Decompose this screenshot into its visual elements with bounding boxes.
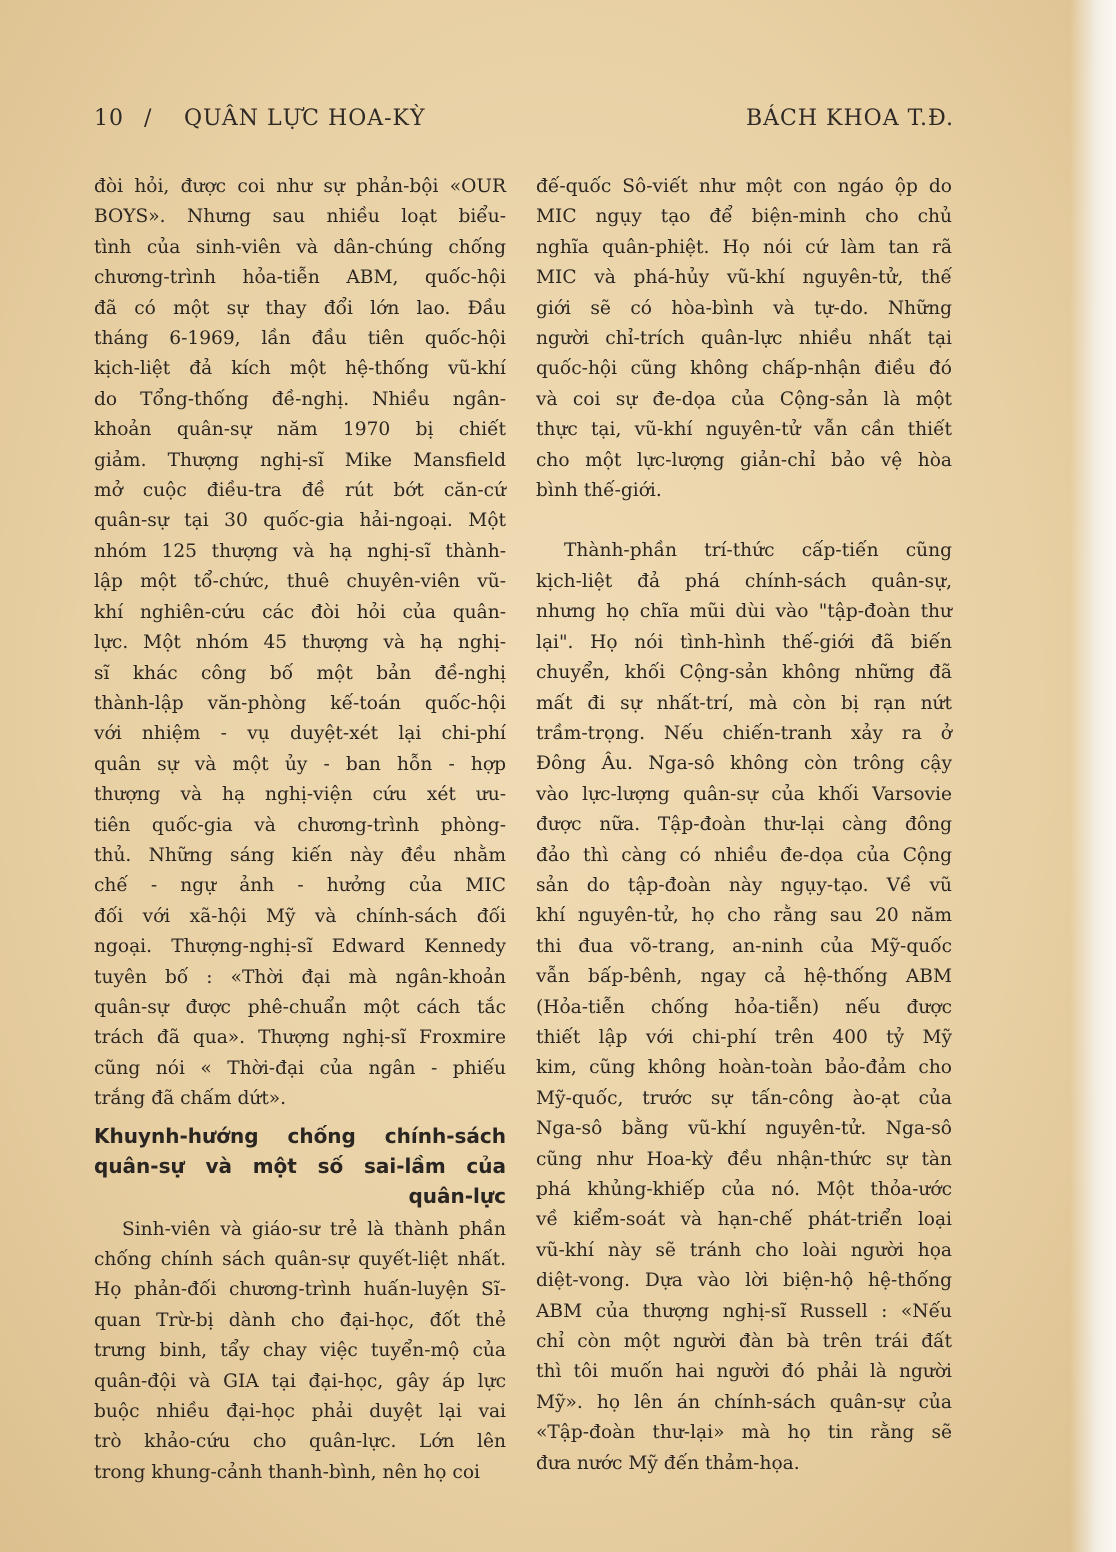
- text-line: tuyên bố : «Thời đại mà ngân-khoản: [94, 966, 506, 988]
- text-line: BOYS». Nhưng sau nhiều loạt biểu-: [94, 206, 506, 228]
- text-line: ABM của thượng nghị-sĩ Russell : «Nếu: [536, 1300, 952, 1322]
- paragraph-gap: [536, 506, 952, 536]
- text-line: tiên quốc-gia và chương-trình phòng-: [94, 814, 506, 836]
- text-line: Sinh-viên và giáo-sư trẻ là thành phần: [122, 1218, 506, 1240]
- text-line: thực tại, vũ-khí nguyên-tử vẫn cần thiết: [536, 419, 952, 441]
- text-line: trưng binh, tẩy chay việc tuyển-mộ của: [94, 1340, 506, 1362]
- text-line: do Tổng-thống đề-nghị. Nhiều ngân-: [94, 388, 506, 410]
- text-line: vào lực-lượng quân-sự của khối Varsovie: [536, 783, 952, 805]
- text-line: ngoại. Thượng-nghị-sĩ Edward Kennedy: [94, 936, 506, 958]
- text-line: giới sẽ có hòa-bình và tự-do. Những: [536, 297, 952, 319]
- text-line: trắng đã chấm dứt».: [94, 1088, 287, 1110]
- text-line: lực. Một nhóm 45 thượng và hạ nghị-: [94, 632, 506, 654]
- text-line: giảm. Thượng nghị-sĩ Mike Mansfield: [94, 449, 506, 471]
- text-line: quân sự và một ủy - ban hỗn - hợp: [94, 753, 506, 775]
- text-line: được nữa. Tập-đoàn thư-lại càng đông: [536, 814, 952, 836]
- heading-line: Khuynh-hướng chống chính-sách: [94, 1123, 506, 1148]
- text-line: buộc nhiều đại-học phải duyệt lại vai: [94, 1401, 506, 1423]
- text-line: quân-đội và GIA tại đại-học, gây áp lực: [94, 1370, 506, 1392]
- running-title: QUÂN LỰC HOA-KỲ: [184, 106, 426, 131]
- text-line: bình thế-giới.: [536, 480, 662, 502]
- text-line: kịch-liệt đả kích một hệ-thống vũ-khí: [94, 358, 506, 380]
- right-paragraph-2: [536, 536, 952, 1479]
- text-line: nhưng họ chĩa mũi dùi vào "tập-đoàn thư: [536, 601, 952, 623]
- text-line: chế - ngự ảnh - hưởng của MIC: [94, 875, 506, 897]
- text-line: cũng như Hoa-kỳ đều nhận-thức sự tàn: [536, 1148, 952, 1170]
- text-line: tình của sinh-viên và dân-chúng chống: [94, 236, 506, 258]
- text-line: đối với xã-hội Mỹ và chính-sách đối: [94, 905, 506, 927]
- text-line: quốc-hội cũng không chấp-nhận điều đó: [536, 358, 952, 380]
- text-line: thi đua võ-trang, an-ninh của Mỹ-quốc: [536, 935, 952, 957]
- text-line: cho một lực-lượng giản-chỉ bảo vệ hòa: [536, 449, 952, 471]
- text-line: phá khủng-khiếp của nó. Một thỏa-ước: [536, 1179, 952, 1200]
- text-line: sản do tập-đoàn này ngụy-tạo. Về vũ: [536, 874, 952, 896]
- text-line: đảo thì càng có nhiều đe-dọa của Cộng: [536, 844, 952, 866]
- text-line: về kiểm-soát và hạn-chế phát-triển loại: [536, 1209, 952, 1231]
- text-line: đưa nước Mỹ đến thảm-họa.: [536, 1452, 800, 1474]
- text-line: thượng và hạ nghị-viện cứu xét ưu-: [94, 784, 506, 806]
- text-line: thủ. Những sáng kiến này đều nhằm: [94, 844, 506, 866]
- text-line: «Tập-đoàn thư-lại» mà họ tin rằng sẽ: [536, 1422, 952, 1444]
- running-header: [94, 106, 954, 138]
- text-line: chuyển, khối Cộng-sản không những đã: [536, 662, 952, 684]
- text-line: khí nguyên-tử, họ cho rằng sau 20 năm: [536, 905, 952, 927]
- section-heading: [94, 1121, 506, 1211]
- text-line: tháng 6-1969, lần đầu tiên quốc-hội: [94, 328, 506, 350]
- text-line: Nga-sô bằng vũ-khí nguyên-tử. Nga-sô: [536, 1118, 952, 1140]
- text-line: thì tôi muốn hai người đó phải là người: [536, 1361, 952, 1383]
- heading-line: quân-lực: [408, 1183, 506, 1208]
- right-paragraph-1: [536, 172, 952, 506]
- text-line: (Hỏa-tiễn chống hỏa-tiễn) nếu được: [536, 996, 952, 1018]
- text-line: chương-trình hỏa-tiễn ABM, quốc-hội: [94, 267, 506, 289]
- left-paragraph-1: [94, 172, 506, 1115]
- text-line: kịch-liệt đả phá chính-sách quân-sự,: [536, 570, 952, 592]
- text-line: khí nghiên-cứu các đòi hỏi của quân-: [94, 601, 506, 623]
- heading-line: quân-sự và một số sai-lầm của: [94, 1153, 506, 1178]
- text-line: mở cuộc điều-tra đề rút bớt căn-cứ: [94, 480, 506, 502]
- text-line: mất đi sự nhất-trí, mà còn bị rạn nứt: [536, 692, 952, 714]
- text-line: MIC và phá-hủy vũ-khí nguyên-tử, thế: [536, 267, 952, 289]
- publication-name: BÁCH KHOA T.Đ.: [745, 106, 954, 131]
- text-line: MIC ngụy tạo để biện-minh cho chủ: [536, 206, 952, 228]
- text-line: trong khung-cảnh thanh-bình, nên họ coi: [94, 1461, 480, 1483]
- text-line: vẫn bấp-bênh, ngay cả hệ-thống ABM: [536, 966, 952, 988]
- text-line: quan Trừ-bị dành cho đại-học, đốt thẻ: [94, 1309, 506, 1331]
- text-line: thiết lập với chi-phí trên 400 tỷ Mỹ: [536, 1026, 952, 1048]
- text-line: Thành-phần trí-thức cấp-tiến cũng: [564, 540, 952, 562]
- text-line: thành-lập văn-phòng kế-toán quốc-hội: [94, 692, 506, 714]
- text-line: nghĩa quân-phiệt. Họ nói cứ làm tan rã: [536, 236, 952, 258]
- text-line: Mỹ». họ lên án chính-sách quân-sự của: [536, 1391, 952, 1413]
- right-column: [536, 172, 952, 1479]
- left-paragraph-2: [94, 1215, 506, 1489]
- text-line: trò khảo-cứu cho quân-lực. Lớn lên: [94, 1431, 506, 1453]
- text-line: người chỉ-trích quân-lực nhiều nhất tại: [536, 328, 952, 350]
- text-line: và coi sự đe-dọa của Cộng-sản là một: [536, 388, 952, 410]
- text-line: lại". Họ nói tình-hình thế-giới đã biến: [536, 631, 952, 653]
- text-line: Đông Âu. Nga-sô không còn trông cậy: [536, 753, 952, 775]
- page-edge: [1070, 0, 1116, 1552]
- text-line: với nhiệm - vụ duyệt-xét lại chi-phí: [94, 723, 506, 745]
- text-line: trầm-trọng. Nếu chiến-tranh xảy ra ở: [536, 722, 952, 744]
- text-line: trách đã qua». Thượng nghị-sĩ Froxmire: [94, 1027, 506, 1049]
- page-number: 10: [94, 106, 124, 131]
- text-line: chỉ còn một người đàn bà trên trái đất: [536, 1331, 952, 1353]
- text-line: quân-sự được phê-chuẩn một cách tắc: [94, 996, 506, 1018]
- text-line: kim, cũng không hoàn-toàn bảo-đảm cho: [536, 1057, 952, 1079]
- text-line: quân-sự tại 30 quốc-gia hải-ngoại. Một: [94, 510, 506, 532]
- left-column: [94, 172, 506, 1488]
- text-line: Họ phản-đối chương-trình huấn-luyện Sĩ-: [94, 1279, 506, 1301]
- text-line: đòi hỏi, được coi như sự phản-bội «OUR: [94, 176, 506, 197]
- text-line: diệt-vong. Dựa vào lời biện-hộ hệ-thống: [536, 1270, 952, 1292]
- text-line: đế-quốc Sô-viết như một con ngáo ộp do: [536, 176, 952, 197]
- text-line: nhóm 125 thượng và hạ nghị-sĩ thành-: [94, 540, 506, 562]
- text-line: Mỹ-quốc, trước sự tấn-công ào-ạt của: [536, 1087, 952, 1109]
- text-line: sĩ khác công bố một bản đề-nghị: [94, 662, 506, 684]
- text-line: chống chính sách quân-sự quyết-liệt nhất.: [94, 1249, 506, 1270]
- header-separator: /: [144, 106, 153, 131]
- text-line: khoản quân-sự năm 1970 bị chiết: [94, 419, 506, 441]
- text-line: đã có một sự thay đổi lớn lao. Đầu: [94, 297, 506, 319]
- text-line: cũng nói « Thời-đại của ngân - phiếu: [94, 1057, 506, 1079]
- text-line: lập một tổ-chức, thuê chuyên-viên vũ-: [94, 571, 506, 593]
- text-line: vũ-khí này sẽ tránh cho loài người họa: [536, 1239, 952, 1261]
